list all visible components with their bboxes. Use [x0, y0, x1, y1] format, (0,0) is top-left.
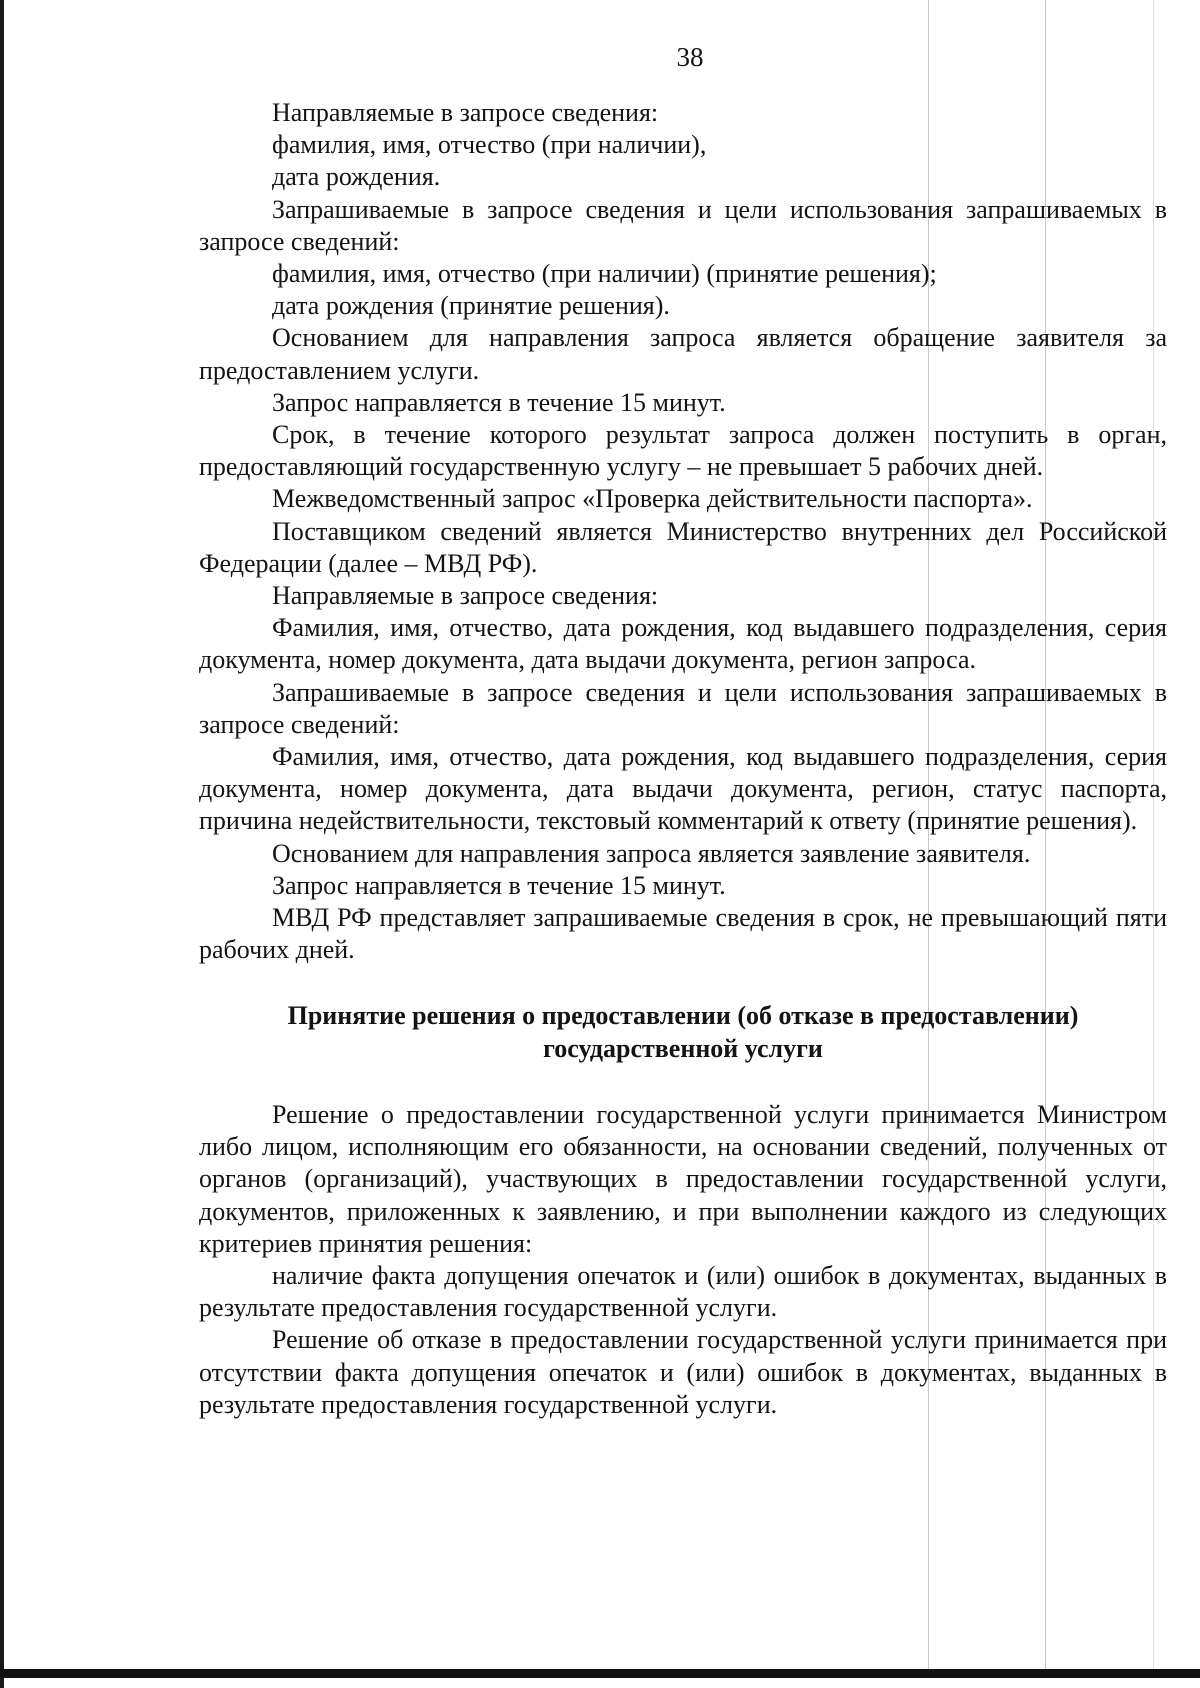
- paragraph: Срок, в течение которого результат запроса должен поступить в орган, предоставляющий государственную услугу – не превышает 5 рабочих дней.: [199, 420, 1167, 482]
- document-body: [199, 97, 1167, 1421]
- paragraph: МВД РФ представляет запрашиваемые сведения в срок, не превышающий пяти рабочих дней.: [199, 903, 1167, 965]
- paragraph: дата рождения.: [272, 162, 441, 192]
- paragraph: Запрос направляется в течение 15 минут.: [272, 387, 726, 417]
- paragraph: Поставщиком сведений является Министерство внутренних дел Российской Федерации (далее – МВД РФ).: [199, 516, 1167, 578]
- paragraph: Решение об отказе в предоставлении государственной услуги принимается при отсутствии факта допущения опечаток и (или) ошибок в документах, выданных в результате предоставления государственной услуги.: [199, 1325, 1167, 1419]
- paragraph: Основанием для направления запроса является заявление заявителя.: [272, 838, 1031, 868]
- paragraph: Направляемые в запросе сведения:: [272, 98, 659, 127]
- scan-bottom-edge: [0, 1669, 1200, 1678]
- scan-left-edge: [0, 0, 4, 1688]
- section-heading-line: государственной услуги: [543, 1033, 823, 1063]
- paragraph: Запрашиваемые в запросе сведения и цели использования запрашиваемых в запросе сведений:: [199, 677, 1167, 739]
- paragraph: Направляемые в запросе сведения:: [272, 581, 659, 611]
- section-heading-line: Принятие решения о предоставлении (об отказе в предоставлении): [287, 1001, 1079, 1031]
- paragraph: фамилия, имя, отчество (при наличии) (принятие решения);: [272, 259, 937, 289]
- paragraph: наличие факта допущения опечаток и (или) ошибок в документах, выданных в результате предоставления государственной услуги.: [199, 1260, 1167, 1323]
- paragraph: Основанием для направления запроса является обращение заявителя за предоставлением услуги.: [199, 323, 1167, 385]
- paragraph: фамилия, имя, отчество (при наличии),: [272, 130, 707, 160]
- page-number: 38: [676, 42, 704, 72]
- paragraph: дата рождения (принятие решения).: [272, 291, 670, 321]
- section-heading: [199, 1000, 1167, 1064]
- paragraph: Решение о предоставлении государственной услуги принимается Министром либо лицом, исполняющим его обязанности, на основании сведений, полученных от органов (организаций), участвующих в предоставлении государственной услуги, документов, приложенных к заявлению, и при выполнении каждого из следующих критериев принятия решения:: [199, 1099, 1167, 1258]
- paragraph: Запрашиваемые в запросе сведения и цели использования запрашиваемых в запросе сведений:: [199, 194, 1167, 256]
- paragraph: Межведомственный запрос «Проверка действительности паспорта».: [272, 484, 1033, 514]
- paragraph: Запрос направляется в течение 15 минут.: [272, 870, 726, 900]
- paragraph: Фамилия, имя, отчество, дата рождения, код выдавшего подразделения, серия документа, номер документа, дата выдачи документа, регион запроса.: [199, 613, 1167, 675]
- paragraph: Фамилия, имя, отчество, дата рождения, код выдавшего подразделения, серия документа, номер документа, дата выдачи документа, регион, статус паспорта, причина недействительности, текстовый комментарий к ответу (принятие решения).: [199, 742, 1167, 836]
